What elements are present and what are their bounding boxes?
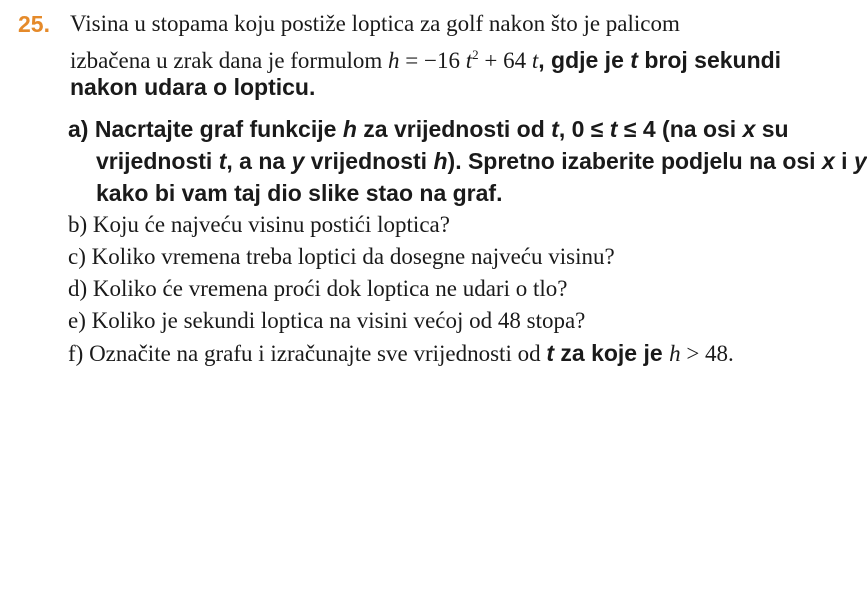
- part-d: d) Koliko će vremena proći dok loptica ne udari o tlo?: [68, 276, 568, 301]
- formula: h = −16 $t^2 + 64$ t: [388, 47, 539, 73]
- part-a-line-3: kako bi vam taj dio slike stao na graf.: [96, 180, 503, 206]
- intro-line-3: nakon udara o lopticu.: [70, 74, 316, 100]
- part-a-line-1: a) Nacrtajte graf funkcije h za vrijednosti od t, 0 ≤ t ≤ 4 (na osi x su: [68, 116, 789, 142]
- part-a-line-2: vrijednosti t, a na y vrijednosti h). Spretno izaberite podjelu na osi x i y: [96, 148, 867, 174]
- part-b: b) Koju će najveću visinu postići loptica?: [68, 212, 450, 237]
- part-f: f) Označite na grafu i izračunajte sve vrijednosti od t za koje je h > 48.: [68, 340, 734, 366]
- part-c: c) Koliko vremena treba loptici da dosegne najveću visinu?: [68, 244, 615, 269]
- problem-number: 25.: [18, 11, 50, 37]
- part-e: e) Koliko je sekundi loptica na visini većoj od 48 stopa?: [68, 308, 586, 333]
- intro-line-2: izbačena u zrak dana je formulom h = −16 $t^2 + 64$ t, gdje je t broj sekundi: [70, 47, 782, 73]
- intro-line-1: Visina u stopama koju postiže loptica za golf nakon što je palicom: [70, 11, 680, 36]
